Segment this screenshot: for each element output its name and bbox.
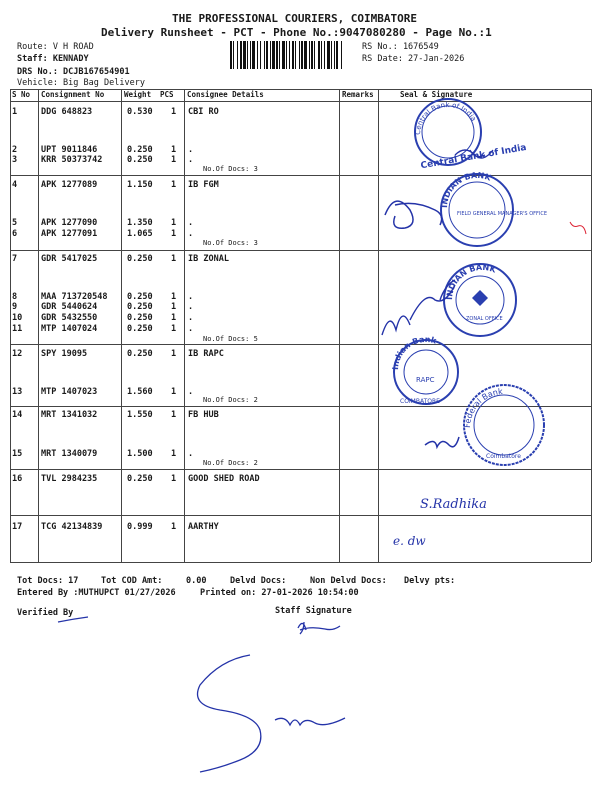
barcode-bar (321, 41, 322, 69)
row-pcs: 1 (171, 145, 177, 155)
barcode-bar (266, 41, 268, 69)
row-sno: 5 (12, 218, 18, 228)
seal-text: Indian Bank (390, 334, 438, 371)
row-pcs: 1 (171, 180, 177, 190)
row-weight: 1.150 (127, 180, 153, 190)
row-consignee: . (188, 387, 194, 397)
row-sno: 11 (12, 324, 23, 334)
barcode-bar (341, 41, 342, 69)
barcode-bar (282, 41, 285, 69)
row-consignment: APK 1277089 (41, 180, 98, 190)
doc-count: No.Of Docs: 2 (203, 459, 258, 467)
seal-text: Federal Bank (462, 386, 504, 429)
row-consignment: DDG 648823 (41, 107, 93, 117)
group-line (10, 344, 591, 345)
entered-by: Entered By :MUTHUPCT 01/27/2026 (17, 588, 176, 598)
barcode-bar (279, 41, 280, 69)
row-consignment: MTP 1407023 (41, 387, 98, 397)
barcode-bar (318, 41, 320, 69)
total-cod-label: Tot COD Amt: (101, 576, 163, 586)
drs-number: DRS No.: DCJB167654901 (17, 67, 130, 77)
row-weight: 0.250 (127, 145, 153, 155)
delivered-docs: Delvd Docs: (230, 576, 287, 586)
barcode-bar (252, 41, 255, 69)
row-consignment: APK 1277090 (41, 218, 98, 228)
row-consignee: . (188, 449, 194, 459)
col-weight: Weight (124, 90, 152, 99)
row-weight: 0.250 (127, 324, 153, 334)
row-pcs: 1 (171, 449, 177, 459)
seal-text: RAPC (416, 376, 435, 384)
row-consignment: GDR 5417025 (41, 254, 98, 264)
row-weight: 0.250 (127, 302, 153, 312)
row-sno: 4 (12, 180, 18, 190)
barcode-bar (327, 41, 330, 69)
row-consignment: KRR 50373742 (41, 155, 103, 165)
row-sno: 9 (12, 302, 18, 312)
signature-scribble (425, 437, 459, 447)
signature-scribble (382, 280, 455, 335)
row-consignee: GOOD SHED ROAD (188, 474, 260, 484)
table-header-line (10, 101, 591, 102)
seal-text: Central Bank of India (419, 142, 528, 172)
row-consignee: . (188, 145, 194, 155)
row-consignee: . (188, 229, 194, 239)
row-weight: 1.065 (127, 229, 153, 239)
printed-on: Printed on: 27-01-2026 10:54:00 (200, 588, 359, 598)
row-sno: 10 (12, 313, 23, 323)
row-consignee: . (188, 155, 194, 165)
row-weight: 0.530 (127, 107, 153, 117)
row-consignment: MTP 1407024 (41, 324, 98, 334)
row-sno: 13 (12, 387, 23, 397)
row-sno: 3 (12, 155, 18, 165)
doc-count: No.Of Docs: 3 (203, 165, 258, 173)
row-consignee: AARTHY (188, 522, 219, 532)
grid-line (591, 89, 592, 562)
grid-line (184, 89, 185, 562)
federal-bank-seal (463, 385, 544, 465)
barcode-bar (233, 41, 234, 69)
row-weight: 0.999 (127, 522, 153, 532)
row-consignment: MAA 713720548 (41, 292, 108, 302)
group-line (10, 175, 591, 176)
seal-text: Coimbatore (486, 453, 521, 460)
doc-count: No.Of Docs: 2 (203, 396, 258, 404)
indian-bank-fgm-seal (440, 171, 547, 246)
row-sno: 2 (12, 145, 18, 155)
row-sno: 6 (12, 229, 18, 239)
row-pcs: 1 (171, 410, 177, 420)
row-consignment: TVL 2984235 (41, 474, 98, 484)
barcode-bar (289, 41, 290, 69)
col-consignment: Consignment No (41, 90, 105, 99)
row-pcs: 1 (171, 107, 177, 117)
row-sno: 12 (12, 349, 23, 359)
verified-by-label: Verified By (17, 608, 74, 618)
seal-text: ZONAL OFFICE (466, 316, 503, 322)
row-sno: 16 (12, 474, 23, 484)
barcode-bar (276, 41, 278, 69)
seal-text: INDIAN BANK (444, 262, 498, 301)
col-remarks: Remarks (342, 90, 374, 99)
total-cod-amount: 0.00 (186, 576, 207, 586)
barcode-bar (299, 41, 300, 69)
barcode-bar (301, 41, 303, 69)
row-consignee: CBI RO (188, 107, 219, 117)
group-line (10, 406, 591, 407)
rs-date: RS Date: 27-Jan-2026 (362, 54, 465, 64)
row-consignee: IB ZONAL (188, 254, 229, 264)
row-consignment: GDR 5440624 (41, 302, 98, 312)
col-seal-signature: Seal & Signature (400, 90, 473, 99)
doc-count: No.Of Docs: 5 (203, 335, 258, 343)
row-pcs: 1 (171, 229, 177, 239)
row-pcs: 1 (171, 302, 177, 312)
doc-count: No.Of Docs: 3 (203, 239, 258, 247)
central-bank-seal (414, 99, 527, 171)
barcode-bar (237, 41, 238, 69)
runsheet-subtitle: Delivery Runsheet - PCT - Phone No.:9047080280 - Page No.:1 (101, 26, 492, 39)
handwritten-name: S.Radhika (420, 497, 487, 512)
staff-label: Staff: KENNADY (17, 54, 89, 64)
barcode-bar (230, 41, 232, 69)
row-consignee: . (188, 302, 194, 312)
barcode-bar (260, 41, 261, 69)
staff-signature-mark (298, 622, 340, 634)
row-consignee: . (188, 292, 194, 302)
row-consignee: . (188, 324, 194, 334)
row-weight: 0.250 (127, 349, 153, 359)
route-label: Route: V H ROAD (17, 42, 94, 52)
row-consignment: MRT 1340079 (41, 449, 98, 459)
barcode-bar (270, 41, 271, 69)
barcode-bar (257, 41, 258, 69)
barcode-bar (247, 41, 248, 69)
staff-signature-label: Staff Signature (275, 606, 352, 616)
svg-text:INDIAN BANK (445, 263, 498, 300)
grid-line (10, 89, 11, 562)
row-weight: 1.500 (127, 449, 153, 459)
row-weight: 1.560 (127, 387, 153, 397)
row-pcs: 1 (171, 292, 177, 302)
group-line (10, 515, 591, 516)
row-pcs: 1 (171, 313, 177, 323)
large-signature (198, 655, 346, 772)
row-pcs: 1 (171, 155, 177, 165)
col-pcs: PCS (160, 90, 174, 99)
seal-text: Central Bank of India (413, 100, 478, 136)
row-weight: 0.250 (127, 313, 153, 323)
barcode-bar (240, 41, 242, 69)
red-mark (570, 222, 586, 234)
barcode-bar (292, 41, 294, 69)
row-pcs: 1 (171, 254, 177, 264)
row-weight: 1.350 (127, 218, 153, 228)
row-pcs: 1 (171, 349, 177, 359)
row-consignee: IB RAPC (188, 349, 224, 359)
barcode-bar (311, 41, 313, 69)
seal-text: INDIAN BANK (439, 170, 493, 209)
grid-line (121, 89, 122, 562)
row-sno: 15 (12, 449, 23, 459)
row-consignment: GDR 5432550 (41, 313, 98, 323)
signature-scribble (385, 201, 442, 228)
group-line (10, 469, 591, 470)
group-line (10, 250, 591, 251)
grid-line (339, 89, 340, 562)
row-weight: 0.250 (127, 254, 153, 264)
barcode-bar (331, 41, 332, 69)
row-weight: 1.550 (127, 410, 153, 420)
row-pcs: 1 (171, 218, 177, 228)
barcode-bar (304, 41, 307, 69)
non-delivered-docs: Non Delvd Docs: (310, 576, 387, 586)
svg-text:Central Bank of India (414, 101, 478, 135)
seal-text: FIELD GENERAL MANAGER'S OFFICE (457, 211, 547, 217)
row-sno: 7 (12, 254, 18, 264)
barcode-bar (250, 41, 251, 69)
table-bottom-line (10, 562, 591, 563)
barcode-bar (264, 41, 265, 69)
row-consignee: . (188, 218, 194, 228)
barcode-bar (286, 41, 287, 69)
barcode-bar (295, 41, 296, 69)
row-pcs: 1 (171, 387, 177, 397)
row-pcs: 1 (171, 522, 177, 532)
barcode-bar (314, 41, 315, 69)
signature-scribble (455, 150, 493, 158)
col-consignee: Consignee Details (187, 90, 264, 99)
barcode-bar (243, 41, 246, 69)
indian-bank-rapc-seal (391, 335, 458, 405)
row-consignee: . (188, 313, 194, 323)
row-sno: 1 (12, 107, 18, 117)
total-docs: Tot Docs: 17 (17, 576, 79, 586)
rs-number: RS No.: 1676549 (362, 42, 439, 52)
row-pcs: 1 (171, 474, 177, 484)
barcode-bar (272, 41, 275, 69)
grid-line (38, 89, 39, 562)
row-sno: 8 (12, 292, 18, 302)
row-consignment: APK 1277091 (41, 229, 98, 239)
row-sno: 14 (12, 410, 23, 420)
indian-bank-zonal-seal (444, 263, 516, 336)
barcode-bar (336, 41, 338, 69)
handwritten-initials: e. dw (393, 534, 426, 548)
row-weight: 0.250 (127, 155, 153, 165)
svg-text:Indian Bank (391, 335, 438, 370)
row-consignment: MRT 1341032 (41, 410, 98, 420)
col-sno: S No (12, 90, 31, 99)
delivery-points: Delvy pts: (404, 576, 456, 586)
row-consignee: IB FGM (188, 180, 219, 190)
barcode-bar (334, 41, 335, 69)
barcode-bar (309, 41, 310, 69)
svg-text:INDIAN BANK (440, 171, 493, 208)
company-name: THE PROFESSIONAL COURIERS, COIMBATORE (172, 12, 418, 25)
row-weight: 0.250 (127, 292, 153, 302)
row-consignment: SPY 19095 (41, 349, 88, 359)
row-sno: 17 (12, 522, 23, 532)
seal-text: COIMBATORE (400, 398, 440, 405)
row-consignment: TCG 42134839 (41, 522, 103, 532)
vehicle-label: Vehicle: Big Bag Delivery (17, 78, 145, 88)
row-weight: 0.250 (127, 474, 153, 484)
row-consignment: UPT 9011846 (41, 145, 98, 155)
svg-text:Federal Bank (463, 387, 504, 428)
row-pcs: 1 (171, 324, 177, 334)
row-consignee: FB HUB (188, 410, 219, 420)
grid-line (378, 89, 379, 562)
barcode-bar (324, 41, 325, 69)
